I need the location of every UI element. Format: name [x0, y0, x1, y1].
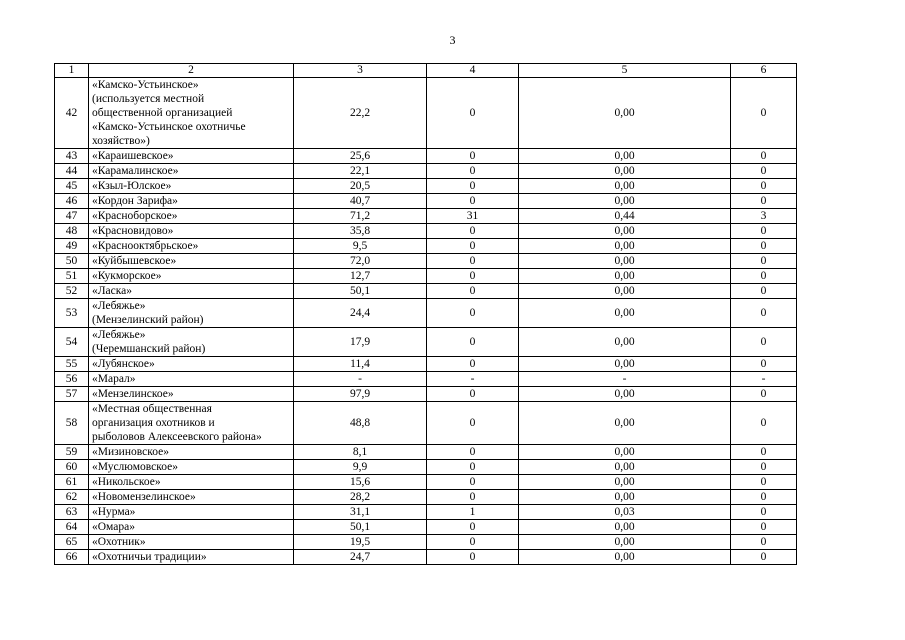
table-row	[55, 520, 797, 535]
row-number: 55	[55, 357, 89, 372]
value-cell-c3: 71,2	[294, 209, 427, 224]
row-number: 56	[55, 372, 89, 387]
value-cell-c5: 0,00	[519, 520, 731, 535]
value-cell-c5: 0,00	[519, 149, 731, 164]
value-cell-c4: 0	[427, 269, 519, 284]
value-cell-c6: 0	[731, 387, 797, 402]
value-cell-c4: 0	[427, 490, 519, 505]
value-cell-c6: 0	[731, 505, 797, 520]
area-name-line: общественной организацией	[92, 107, 233, 119]
value-cell-c3: 28,2	[294, 490, 427, 505]
value-cell-c3: 17,9	[294, 328, 427, 357]
table-row	[55, 402, 797, 445]
row-number: 44	[55, 164, 89, 179]
row-number: 43	[55, 149, 89, 164]
row-number: 50	[55, 254, 89, 269]
table-row	[55, 224, 797, 239]
value-cell-c4: 0	[427, 357, 519, 372]
value-cell-c6: 0	[731, 460, 797, 475]
column-header: 3	[294, 64, 427, 78]
table-row	[55, 387, 797, 402]
row-number: 54	[55, 328, 89, 357]
value-cell-c3: 24,4	[294, 299, 427, 328]
area-name	[89, 269, 294, 284]
value-cell-c4: 0	[427, 328, 519, 357]
row-number: 46	[55, 194, 89, 209]
value-cell-c4: 0	[427, 520, 519, 535]
area-name-line: «Охотничьи традиции»	[92, 551, 207, 563]
area-name-line: «Омара»	[92, 521, 135, 533]
value-cell-c6: 0	[731, 284, 797, 299]
value-cell-c3: 15,6	[294, 475, 427, 490]
value-cell-c3: 20,5	[294, 179, 427, 194]
value-cell-c4: 0	[427, 164, 519, 179]
area-name-line: «Красноборское»	[92, 210, 178, 222]
value-cell-c5: 0,00	[519, 194, 731, 209]
area-name	[89, 520, 294, 535]
value-cell-c6: 0	[731, 239, 797, 254]
value-cell-c3: 25,6	[294, 149, 427, 164]
table-row	[55, 269, 797, 284]
table-row	[55, 239, 797, 254]
value-cell-c3: -	[294, 372, 427, 387]
area-name	[89, 224, 294, 239]
value-cell-c5: 0,00	[519, 78, 731, 149]
area-name-line: хозяйство»)	[92, 135, 150, 147]
area-name-line: «Марал»	[92, 373, 136, 385]
table-row	[55, 505, 797, 520]
table-row	[55, 194, 797, 209]
table-row	[55, 78, 797, 149]
value-cell-c4: 0	[427, 254, 519, 269]
value-cell-c6: 0	[731, 520, 797, 535]
header-row	[55, 64, 797, 78]
table-row	[55, 299, 797, 328]
column-header: 6	[731, 64, 797, 78]
value-cell-c3: 9,5	[294, 239, 427, 254]
row-number: 49	[55, 239, 89, 254]
area-name-line: «Куйбышевское»	[92, 255, 177, 267]
value-cell-c4: 0	[427, 149, 519, 164]
row-number: 52	[55, 284, 89, 299]
area-name-line: «Кукморское»	[92, 270, 162, 282]
value-cell-c5: 0,00	[519, 535, 731, 550]
value-cell-c6: 0	[731, 550, 797, 565]
row-number: 62	[55, 490, 89, 505]
row-number: 58	[55, 402, 89, 445]
area-name-line: «Лебяжье»	[92, 300, 146, 312]
row-number: 42	[55, 78, 89, 149]
area-name-line: (Черемшанский район)	[92, 343, 206, 355]
value-cell-c6: 0	[731, 475, 797, 490]
value-cell-c4: 0	[427, 550, 519, 565]
column-header: 4	[427, 64, 519, 78]
value-cell-c3: 97,9	[294, 387, 427, 402]
value-cell-c3: 72,0	[294, 254, 427, 269]
value-cell-c5: 0,00	[519, 387, 731, 402]
area-name-line: (Мензелинский район)	[92, 314, 204, 326]
value-cell-c6: 0	[731, 149, 797, 164]
value-cell-c3: 24,7	[294, 550, 427, 565]
value-cell-c3: 50,1	[294, 284, 427, 299]
value-cell-c6: 0	[731, 194, 797, 209]
value-cell-c5: 0,00	[519, 179, 731, 194]
area-name-line: «Мизиновское»	[92, 446, 169, 458]
value-cell-c6: 0	[731, 328, 797, 357]
row-number: 51	[55, 269, 89, 284]
value-cell-c3: 8,1	[294, 445, 427, 460]
table-row	[55, 535, 797, 550]
table-row	[55, 445, 797, 460]
value-cell-c3: 40,7	[294, 194, 427, 209]
area-name	[89, 328, 294, 357]
table-row	[55, 328, 797, 357]
value-cell-c3: 22,1	[294, 164, 427, 179]
value-cell-c3: 9,9	[294, 460, 427, 475]
value-cell-c5: 0,00	[519, 239, 731, 254]
value-cell-c4: 0	[427, 299, 519, 328]
value-cell-c6: 0	[731, 179, 797, 194]
table-row	[55, 149, 797, 164]
table-row	[55, 357, 797, 372]
area-name-line: «Муслюмовское»	[92, 461, 178, 473]
area-name	[89, 209, 294, 224]
area-name	[89, 164, 294, 179]
area-name	[89, 490, 294, 505]
area-name	[89, 402, 294, 445]
value-cell-c6: 0	[731, 402, 797, 445]
value-cell-c5: 0,00	[519, 224, 731, 239]
value-cell-c5: 0,00	[519, 164, 731, 179]
area-name-line: «Камско-Устьинское охотничье	[92, 121, 246, 133]
row-number: 60	[55, 460, 89, 475]
area-name	[89, 475, 294, 490]
value-cell-c5: 0,00	[519, 299, 731, 328]
area-name	[89, 357, 294, 372]
value-cell-c5: 0,00	[519, 402, 731, 445]
area-name-line: «Красновидово»	[92, 225, 174, 237]
area-name-line: «Охотник»	[92, 536, 146, 548]
table-row	[55, 475, 797, 490]
area-name	[89, 179, 294, 194]
table-body	[55, 64, 797, 565]
row-number: 47	[55, 209, 89, 224]
value-cell-c6: 0	[731, 78, 797, 149]
table-row	[55, 372, 797, 387]
value-cell-c4: 0	[427, 387, 519, 402]
column-header: 2	[89, 64, 294, 78]
area-name-line: «Ласка»	[92, 285, 133, 297]
area-name	[89, 149, 294, 164]
value-cell-c4: 0	[427, 78, 519, 149]
value-cell-c6: 0	[731, 269, 797, 284]
value-cell-c5: 0,00	[519, 284, 731, 299]
row-number: 59	[55, 445, 89, 460]
row-number: 64	[55, 520, 89, 535]
table-row	[55, 164, 797, 179]
value-cell-c4: 0	[427, 239, 519, 254]
value-cell-c5: 0,03	[519, 505, 731, 520]
row-number: 61	[55, 475, 89, 490]
area-name	[89, 372, 294, 387]
value-cell-c3: 12,7	[294, 269, 427, 284]
area-name-line: «Краснооктябрьское»	[92, 240, 199, 252]
value-cell-c5: -	[519, 372, 731, 387]
value-cell-c4: 0	[427, 224, 519, 239]
table-row	[55, 209, 797, 224]
area-name-line: организация охотников и	[92, 417, 215, 429]
table-row	[55, 284, 797, 299]
area-name	[89, 460, 294, 475]
value-cell-c6: 3	[731, 209, 797, 224]
value-cell-c6: 0	[731, 490, 797, 505]
table-row	[55, 179, 797, 194]
column-header: 5	[519, 64, 731, 78]
area-name-line: «Кордон Зарифа»	[92, 195, 178, 207]
value-cell-c6: 0	[731, 254, 797, 269]
value-cell-c3: 50,1	[294, 520, 427, 535]
value-cell-c5: 0,00	[519, 357, 731, 372]
value-cell-c6: 0	[731, 357, 797, 372]
row-number: 45	[55, 179, 89, 194]
area-name	[89, 299, 294, 328]
area-name-line: «Лубянское»	[92, 358, 155, 370]
value-cell-c4: 0	[427, 460, 519, 475]
row-number: 65	[55, 535, 89, 550]
area-name	[89, 78, 294, 149]
data-table	[54, 63, 797, 565]
value-cell-c3: 22,2	[294, 78, 427, 149]
area-name-line: «Камско-Устьинское»	[92, 79, 199, 91]
value-cell-c5: 0,00	[519, 475, 731, 490]
area-name	[89, 535, 294, 550]
value-cell-c4: 0	[427, 194, 519, 209]
value-cell-c3: 31,1	[294, 505, 427, 520]
area-name	[89, 239, 294, 254]
value-cell-c5: 0,00	[519, 550, 731, 565]
value-cell-c5: 0,00	[519, 254, 731, 269]
row-number: 57	[55, 387, 89, 402]
area-name	[89, 445, 294, 460]
value-cell-c4: 1	[427, 505, 519, 520]
area-name	[89, 254, 294, 269]
value-cell-c4: 31	[427, 209, 519, 224]
page-number: 3	[449, 33, 456, 47]
value-cell-c3: 11,4	[294, 357, 427, 372]
value-cell-c3: 35,8	[294, 224, 427, 239]
table-row	[55, 490, 797, 505]
area-name-line: рыболовов Алексеевского района»	[92, 431, 262, 443]
value-cell-c3: 48,8	[294, 402, 427, 445]
area-name-line: «Новомензелинское»	[92, 491, 196, 503]
value-cell-c4: 0	[427, 284, 519, 299]
area-name	[89, 550, 294, 565]
column-header: 1	[55, 64, 89, 78]
row-number: 63	[55, 505, 89, 520]
value-cell-c4: 0	[427, 475, 519, 490]
value-cell-c4: 0	[427, 402, 519, 445]
value-cell-c5: 0,00	[519, 460, 731, 475]
row-number: 66	[55, 550, 89, 565]
value-cell-c4: 0	[427, 445, 519, 460]
value-cell-c4: 0	[427, 179, 519, 194]
area-name	[89, 284, 294, 299]
value-cell-c6: 0	[731, 445, 797, 460]
value-cell-c5: 0,00	[519, 269, 731, 284]
value-cell-c3: 19,5	[294, 535, 427, 550]
value-cell-c6: 0	[731, 535, 797, 550]
value-cell-c6: 0	[731, 224, 797, 239]
area-name	[89, 194, 294, 209]
value-cell-c5: 0,44	[519, 209, 731, 224]
area-name-line: «Местная общественная	[92, 403, 212, 415]
area-name	[89, 387, 294, 402]
value-cell-c4: 0	[427, 535, 519, 550]
area-name-line: «Мензелинское»	[92, 388, 174, 400]
table-row	[55, 254, 797, 269]
area-name-line: «Нурма»	[92, 506, 136, 518]
area-name-line: (используется местной	[92, 93, 205, 105]
area-name-line: «Карамалинское»	[92, 165, 179, 177]
value-cell-c5: 0,00	[519, 328, 731, 357]
value-cell-c6: 0	[731, 164, 797, 179]
value-cell-c6: 0	[731, 299, 797, 328]
value-cell-c4: -	[427, 372, 519, 387]
area-name-line: «Кзыл-Юлское»	[92, 180, 172, 192]
area-name	[89, 505, 294, 520]
row-number: 53	[55, 299, 89, 328]
row-number: 48	[55, 224, 89, 239]
value-cell-c5: 0,00	[519, 445, 731, 460]
value-cell-c6: -	[731, 372, 797, 387]
table-row	[55, 550, 797, 565]
value-cell-c5: 0,00	[519, 490, 731, 505]
area-name-line: «Караишевское»	[92, 150, 174, 162]
area-name-line: «Лебяжье»	[92, 329, 146, 341]
area-name-line: «Никольское»	[92, 476, 161, 488]
table-row	[55, 460, 797, 475]
